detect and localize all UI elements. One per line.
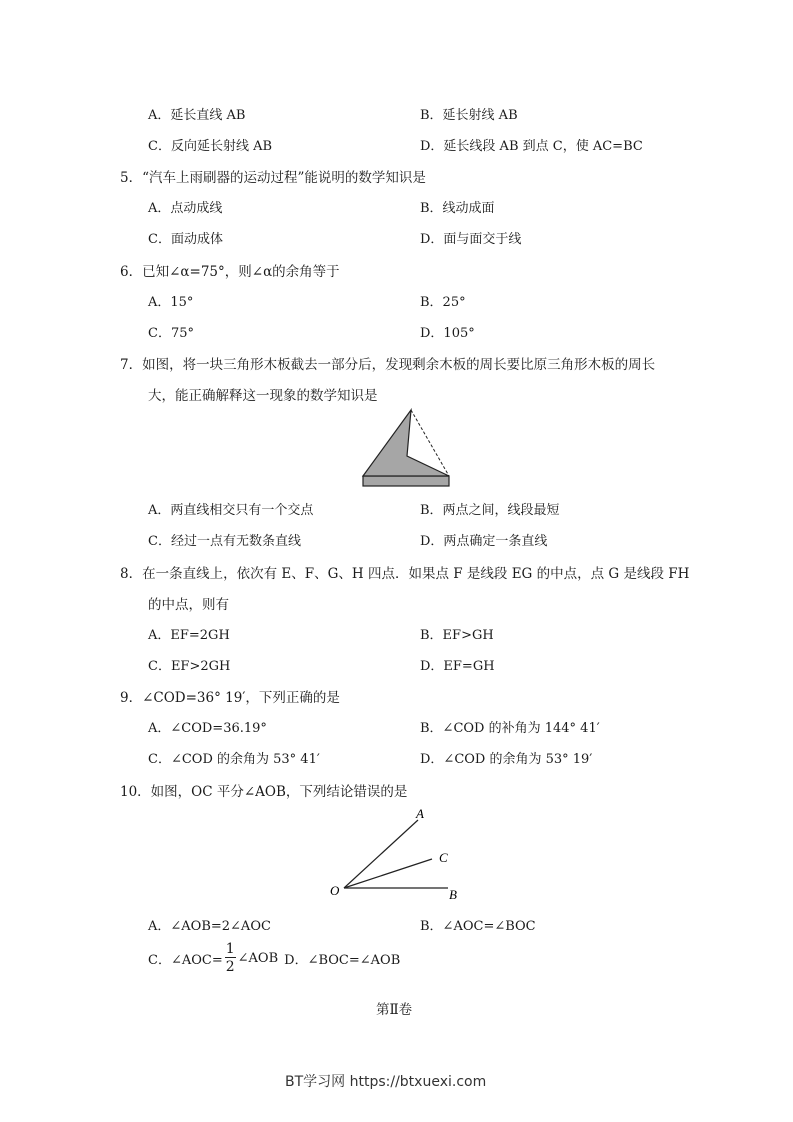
label-o: O (330, 883, 340, 898)
q7-triangle-figure (355, 405, 460, 493)
q7-option-d: D．两点确定一条直线 (420, 534, 548, 549)
q9-stem: 9．∠COD=36° 19′，下列正确的是 (120, 690, 340, 706)
q9-option-a: A．∠COD=36.19° (148, 721, 267, 736)
label-c: C (439, 850, 448, 865)
q8-option-d: D．EF=GH (420, 659, 495, 674)
label-b: B (449, 887, 457, 902)
ray-oc (344, 859, 432, 888)
q10-option-b: B．∠AOC=∠BOC (420, 919, 536, 934)
q5-option-a: A．点动成线 (148, 201, 223, 216)
q4-option-a: A．延长直线 AB (148, 108, 246, 123)
q6-stem: 6．已知∠α=75°，则∠α的余角等于 (120, 264, 340, 280)
q10-option-a: A．∠AOB=2∠AOC (148, 919, 271, 934)
fraction-numerator: 1 (225, 941, 235, 957)
section-title: 第Ⅱ卷 (376, 1002, 413, 1018)
footer-watermark: BT学习网 https://btxuexi.com (285, 1074, 487, 1090)
q7-stem-line1: 7．如图，将一块三角形木板截去一部分后，发现剩余木板的周长要比原三角形木板的周长 (120, 357, 656, 373)
q5-option-d: D．面与面交于线 (420, 232, 522, 247)
q4-option-d: D．延长线段 AB 到点 C，使 AC=BC (420, 139, 643, 154)
board-base (363, 476, 449, 486)
q8-option-b: B．EF>GH (420, 628, 494, 643)
q8-stem-line1: 8．在一条直线上，依次有 E、F、G、H 四点．如果点 F 是线段 EG 的中点，点 G 是线段 FH (120, 566, 690, 582)
q9-option-c: C．∠COD 的余角为 53° 41′ (148, 752, 320, 767)
q9-option-b: B．∠COD 的补角为 144° 41′ (420, 721, 600, 736)
q8-stem-line2: 的中点，则有 (148, 597, 229, 613)
q5-option-b: B．线动成面 (420, 201, 495, 216)
q10-option-c-suffix: ∠AOB (237, 950, 279, 966)
q7-option-b: B．两点之间，线段最短 (420, 503, 560, 518)
q6-option-b: B．25° (420, 295, 466, 310)
fraction-denominator: 2 (225, 959, 235, 975)
label-a: A (416, 806, 424, 821)
q6-option-c: C．75° (148, 326, 194, 341)
fraction-one-half (225, 942, 236, 974)
q10-option-c-prefix: C．∠AOC= (148, 952, 223, 968)
q6-option-a: A．15° (148, 295, 194, 310)
ray-oa (344, 820, 418, 888)
q8-option-c: C．EF>2GH (148, 659, 231, 674)
q6-option-d: D．105° (420, 326, 475, 341)
q4-option-c: C．反向延长射线 AB (148, 139, 273, 154)
q5-option-c: C．面动成体 (148, 232, 223, 247)
remaining-board (363, 410, 449, 476)
q10-angle-figure (326, 804, 466, 904)
q7-option-a: A．两直线相交只有一个交点 (148, 503, 314, 518)
q10-option-d: D．∠BOC=∠AOB (284, 952, 401, 968)
q7-stem-line2: 大，能正确解释这一现象的数学知识是 (148, 388, 378, 404)
q10-option-c-and-d (148, 942, 400, 974)
q5-stem: 5．“汽车上雨刷器的运动过程”能说明的数学知识是 (120, 170, 426, 186)
q7-option-c: C．经过一点有无数条直线 (148, 534, 301, 549)
q4-option-b: B．延长射线 AB (420, 108, 518, 123)
q8-option-a: A．EF=2GH (148, 628, 230, 643)
q10-stem: 10．如图，OC 平分∠AOB，下列结论错误的是 (120, 784, 408, 800)
q9-option-d: D．∠COD 的余角为 53° 19′ (420, 752, 593, 767)
